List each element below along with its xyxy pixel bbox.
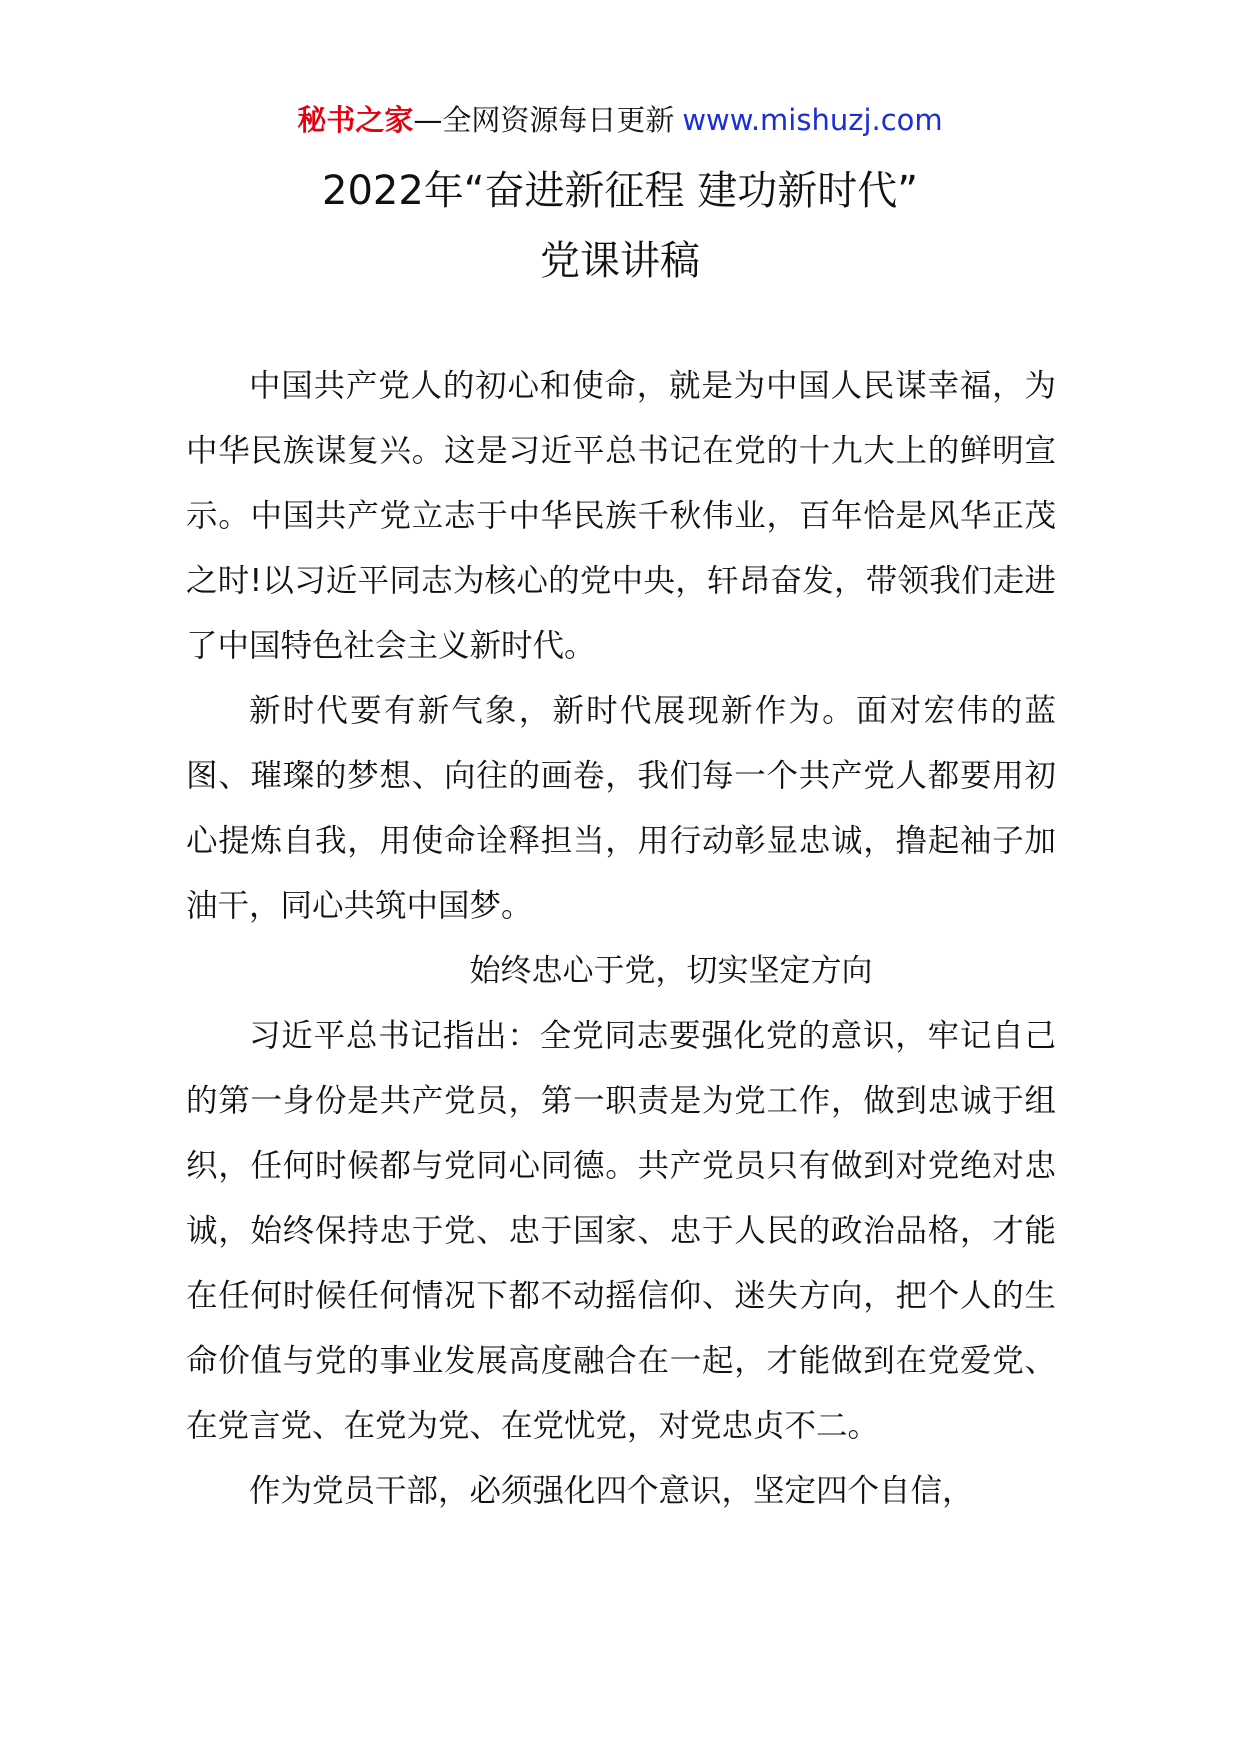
website-url[interactable]: www.mishuzj.com (682, 103, 943, 137)
document-body (186, 354, 1056, 1524)
paragraph: 习近平总书记指出：全党同志要强化党的意识，牢记自己的第一身份是共产党员，第一职责是为党工作，做到忠诚于组织，任何时候都与党同心同德。共产党员只有做到对党绝对忠诚，始终保持忠于党、忠于国家、忠于人民的政治品格，才能在任何时候任何情况下都不动摇信仰、迷失方向，把个人的生命价值与党的事业发展高度融合在一起，才能做到在党爱党、在党言党、在党为党、在党忧党，对党忠贞不二。 (186, 1018, 1056, 1444)
paragraph: 中国共产党人的初心和使命，就是为中国人民谋幸福，为中华民族谋复兴。这是习近平总书记在党的十九大上的鲜明宣示。中国共产党立志于中华民族千秋伟业，百年恰是风华正茂之时!以习近平同志为核心的党中央，轩昂奋发，带领我们走进了中国特色社会主义新时代。 (186, 368, 1056, 664)
site-header (0, 100, 1240, 140)
paragraph: 作为党员干部，必须强化四个意识，坚定四个自信， (249, 1473, 974, 1509)
brand-name: 秘书之家 (297, 103, 414, 137)
document-title-line-1: 2022年“奋进新征程 建功新时代” (322, 168, 918, 214)
paragraph: 新时代要有新气象，新时代展现新作为。面对宏伟的蓝图、璀璨的梦想、向往的画卷，我们每一个共产党人都要用初心提炼自我，用使命诠释担当，用行动彰显忠诚，撸起袖子加油干，同心共筑中国梦。 (186, 693, 1056, 924)
header-slogan: —全网资源每日更新 (413, 103, 675, 137)
document-title-line-2: 党课讲稿 (540, 238, 700, 284)
section-heading: 始终忠心于党，切实坚定方向 (469, 953, 873, 989)
